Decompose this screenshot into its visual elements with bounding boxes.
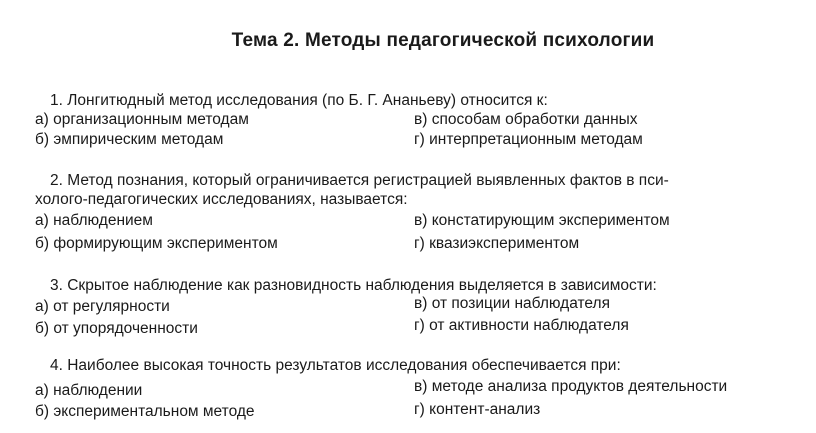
question-1-option-g: г) интерпретационным методам	[414, 131, 643, 148]
question-1-option-b: б) эмпирическим методам	[35, 131, 224, 148]
question-2-text: 2. Метод познания, который ограничивается регистрацией выявленных фактов в пси-	[50, 172, 669, 189]
question-3-option-b: б) от упорядоченности	[35, 320, 198, 337]
question-4-option-b: б) экспериментальном методе	[35, 403, 255, 420]
question-1-option-a: а) организационным методам	[35, 111, 249, 128]
page-title: Тема 2. Методы педагогической психологии	[231, 30, 655, 51]
question-3-text: 3. Скрытое наблюдение как разновидность наблюдения выделяется в зависимости:	[50, 277, 657, 294]
question-3-option-v: в) от позиции наблюдателя	[414, 295, 610, 312]
question-4-option-v: в) методе анализа продуктов деятельности	[414, 378, 728, 395]
question-2-option-g: г) квазиэкспериментом	[414, 235, 580, 252]
question-2-option-b: б) формирующим экспериментом	[35, 235, 278, 252]
question-2-option-a: а) наблюдением	[35, 212, 153, 229]
question-1-text: 1. Лонгитюдный метод исследования (по Б. Г. Ананьеву) относится к:	[50, 92, 548, 109]
question-1-option-v: в) способам обработки данных	[414, 111, 638, 128]
question-4-option-g: г) контент-анализ	[414, 401, 541, 418]
question-3-option-a: а) от регулярности	[35, 298, 170, 315]
question-2-option-v: в) констатирующим экспериментом	[414, 212, 670, 229]
question-2-text-cont: холого-педагогических исследованиях, называется:	[35, 191, 408, 208]
question-4-text: 4. Наиболее высокая точность результатов исследования обеспечивается при:	[50, 357, 621, 374]
question-3-option-g: г) от активности наблюдателя	[414, 317, 629, 334]
question-4-option-a: а) наблюдении	[35, 382, 143, 399]
